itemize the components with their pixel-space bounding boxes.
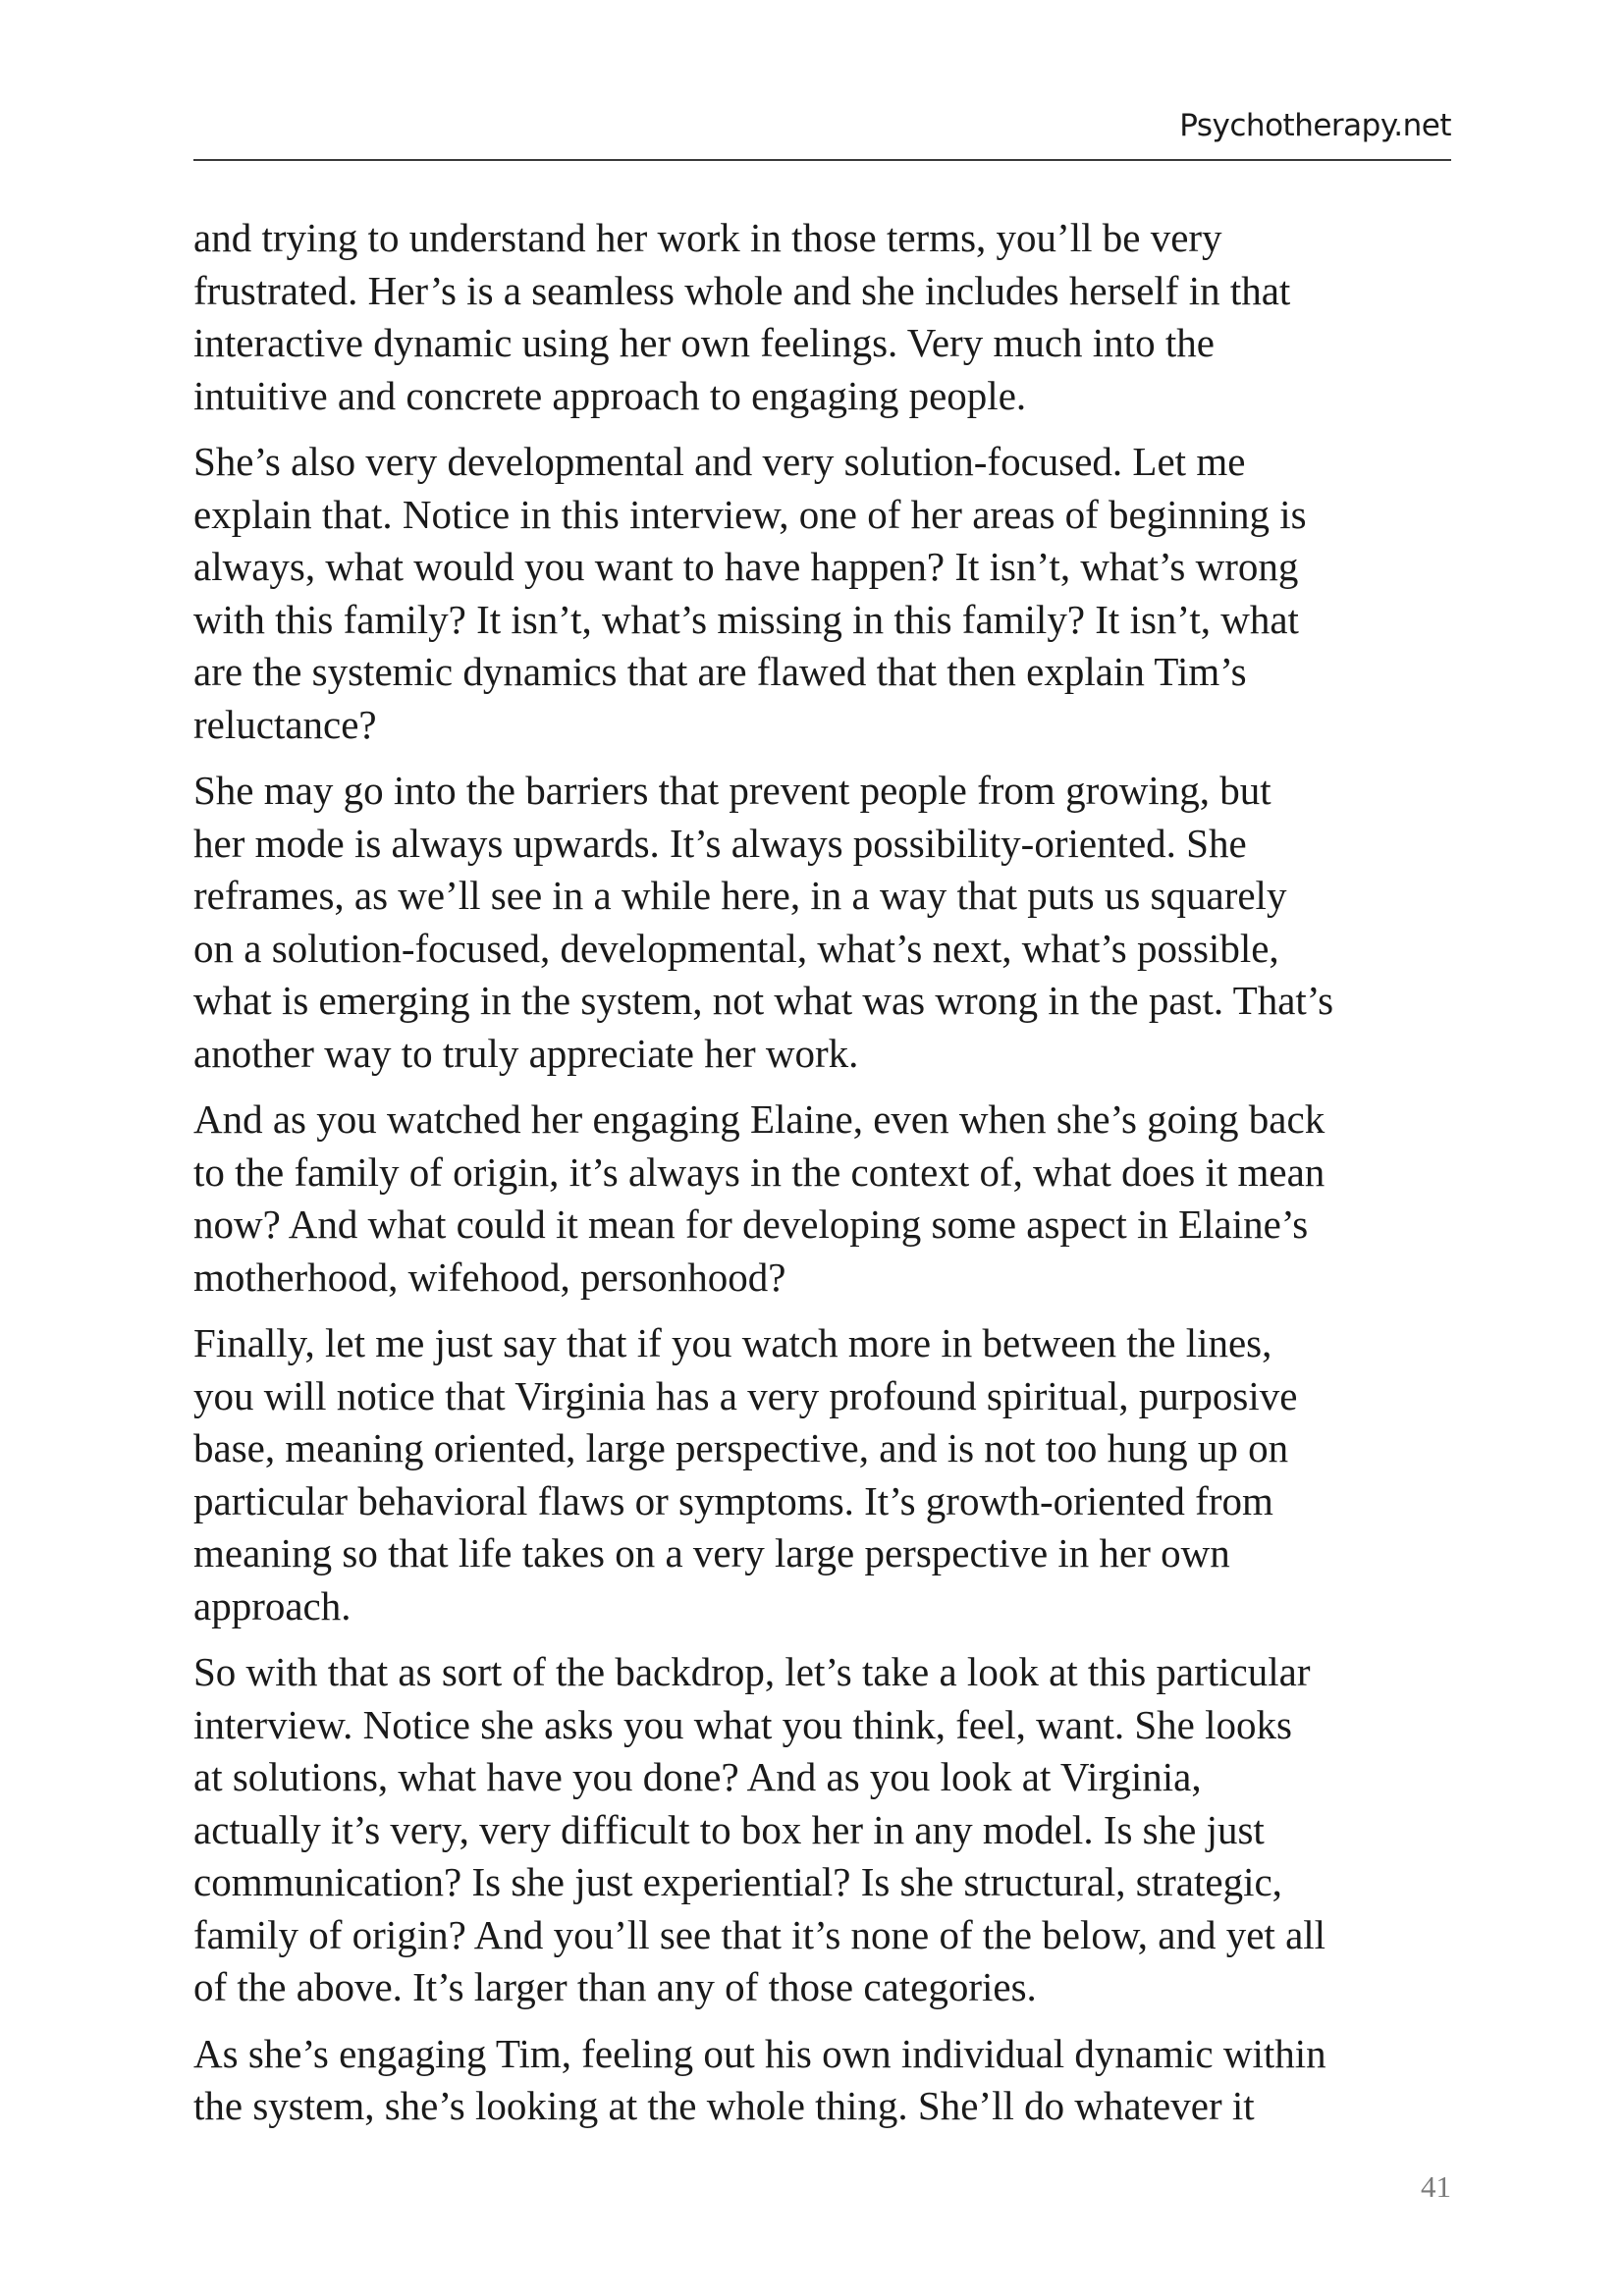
text-line: base, meaning oriented, large perspective, and is not too hung up on — [193, 1425, 1289, 1470]
text-line: explain that. Notice in this interview, one of her areas of beginning is — [193, 491, 1307, 537]
text-line: now? And what could it mean for developing some aspect in Elaine’s — [193, 1201, 1309, 1247]
text-line: the system, she’s looking at the whole thing. She’ll do whatever it — [193, 2083, 1255, 2128]
text-line: As she’s engaging Tim, feeling out his own individual dynamic within — [193, 2030, 1326, 2076]
paragraph-1 — [193, 212, 1460, 422]
paragraph-7 — [193, 2028, 1460, 2133]
text-line: interview. Notice she asks you what you think, feel, want. She looks — [193, 1701, 1292, 1747]
text-line: intuitive and concrete approach to engaging people. — [193, 372, 1027, 418]
page-number: 41 — [1421, 2169, 1451, 2204]
text-line: and trying to understand her work in those terms, you’ll be very — [193, 215, 1222, 260]
text-line: interactive dynamic using her own feelings. Very much into the — [193, 320, 1215, 365]
text-line: on a solution-focused, developmental, what’s next, what’s possible, — [193, 925, 1279, 971]
text-line: frustrated. Her’s is a seamless whole and she includes herself in that — [193, 267, 1291, 313]
text-line: particular behavioral flaws or symptoms. It’s growth-oriented from — [193, 1477, 1273, 1523]
running-header: Psychotherapy.net — [1179, 108, 1451, 143]
body-text — [193, 212, 1460, 2147]
text-line: of the above. It’s larger than any of those categories. — [193, 1964, 1037, 2009]
text-line: She may go into the barriers that prevent people from growing, but — [193, 768, 1271, 813]
paragraph-3 — [193, 765, 1460, 1080]
text-line: to the family of origin, it’s always in the context of, what does it mean — [193, 1148, 1325, 1195]
text-line: reluctance? — [193, 701, 377, 747]
text-line: Finally, let me just say that if you watch more in between the lines, — [193, 1320, 1272, 1365]
header-rule — [193, 159, 1451, 161]
text-line: reframes, as we’ll see in a while here, in a way that puts us squarely — [193, 873, 1287, 918]
text-line: what is emerging in the system, not what was wrong in the past. That’s — [193, 978, 1334, 1023]
text-line: approach. — [193, 1582, 352, 1629]
paragraph-5 — [193, 1317, 1460, 1632]
text-line: communication? Is she just experiential? Is she structural, strategic, — [193, 1859, 1282, 1904]
text-line: motherhood, wifehood, personhood? — [193, 1254, 786, 1300]
text-line: another way to truly appreciate her work. — [193, 1030, 859, 1076]
text-line: at solutions, what have you done? And as you look at Virginia, — [193, 1754, 1202, 1799]
text-line: actually it’s very, very difficult to box her in any model. Is she just — [193, 1806, 1265, 1852]
text-line: always, what would you want to have happen? It isn’t, what’s wrong — [193, 544, 1299, 589]
text-line: with this family? It isn’t, what’s missing in this family? It isn’t, what — [193, 596, 1299, 642]
text-line: And as you watched her engaging Elaine, even when she’s going back — [193, 1096, 1325, 1142]
text-line: She’s also very developmental and very solution-focused. Let me — [193, 439, 1246, 484]
paragraph-4 — [193, 1094, 1460, 1304]
paragraph-2 — [193, 436, 1460, 751]
text-line: you will notice that Virginia has a very profound spiritual, purposive — [193, 1372, 1298, 1418]
text-line: her mode is always upwards. It’s always possibility-oriented. She — [193, 820, 1247, 866]
text-line: So with that as sort of the backdrop, let’s take a look at this particular — [193, 1649, 1311, 1694]
text-line: family of origin? And you’ll see that it’s none of the below, and yet all — [193, 1911, 1326, 1957]
paragraph-6 — [193, 1646, 1460, 2014]
text-line: are the systemic dynamics that are flawed that then explain Tim’s — [193, 649, 1247, 694]
text-line: meaning so that life takes on a very large perspective in her own — [193, 1530, 1230, 1575]
